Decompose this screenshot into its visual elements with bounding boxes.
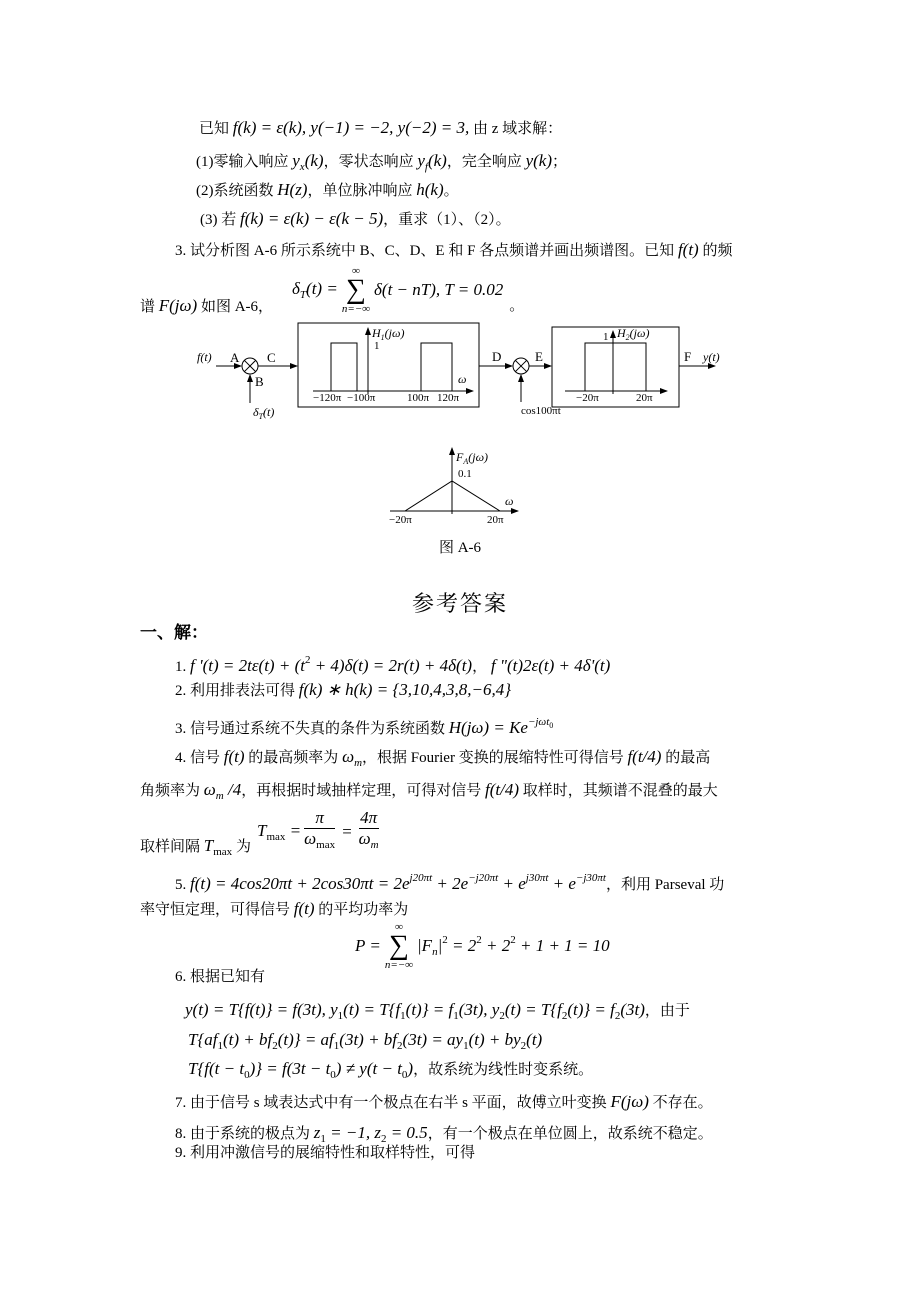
math-run: (k) — [427, 151, 447, 170]
math-subscript: 2 — [561, 1010, 568, 1022]
math-run: f(t) = 4cos20πt + 2cos30πt = 2e — [190, 874, 410, 893]
math-run: = 0.5 — [386, 1123, 428, 1142]
math-run: y(t) = T{f(t)} = f(3t), y — [185, 1000, 338, 1019]
fraction-denominator — [304, 830, 335, 854]
math-run: y(k) — [525, 151, 552, 170]
math-subscript: 1 — [463, 1040, 469, 1052]
math-run: T — [257, 820, 267, 840]
math-subscript: 1 — [400, 1010, 406, 1022]
math-run: ω — [304, 829, 317, 848]
text-run: 3. 试分析图 A-6 所示系统中 B、C、D、E 和 F 各点频谱并画出频谱图。已知 — [175, 243, 678, 259]
answer-7 — [175, 1092, 713, 1113]
math-subscript: f — [424, 161, 428, 173]
text-run: 4. 信号 — [175, 750, 224, 766]
text-run: ； — [552, 154, 568, 170]
node-a-label: A — [230, 350, 240, 365]
math-run: ω — [342, 747, 355, 766]
summation — [385, 921, 413, 971]
h1-subscript: 1 — [380, 333, 385, 342]
math-subscript: 1 — [320, 1133, 326, 1145]
math-subscript: max — [213, 846, 233, 858]
math-run: (k) — [304, 151, 324, 170]
text-run: ， — [472, 659, 491, 675]
math-superscript: 2 — [304, 654, 311, 666]
math-run: (t) = T{f — [504, 1000, 562, 1019]
answer-3 — [175, 712, 553, 739]
answer-5-line-1 — [175, 868, 724, 895]
text-run: ，重求（1）、（2）。 — [383, 212, 511, 228]
text-run: ，根据 Fourier 变换的展缩特性可得信号 — [362, 750, 628, 766]
math-run: (3t), y — [458, 1000, 500, 1019]
math-subscript: x — [299, 161, 305, 173]
math-run: ) ≠ y(t − t — [335, 1059, 402, 1078]
text-run: 已知 — [199, 121, 233, 137]
math-run: f '(t) = 2tε(t) + (t — [190, 656, 305, 675]
multiplier-2 — [513, 358, 529, 374]
math-run: = — [285, 820, 302, 840]
math-run: ω — [358, 829, 371, 848]
math-run: )} = f(3t − t — [249, 1059, 331, 1078]
h2-tick-label: 20π — [636, 392, 653, 404]
math-superscript: 2 — [510, 934, 516, 946]
text-run: 为 — [232, 839, 251, 855]
math-run: y — [417, 151, 425, 170]
figure-caption: 图 A-6 — [438, 540, 482, 556]
answer-9 — [175, 1143, 475, 1163]
h2-label — [616, 326, 649, 342]
math-run: (3t) — [620, 1000, 645, 1019]
sum-lower-limit: n=−∞ — [341, 303, 370, 315]
math-subscript: m — [354, 757, 363, 769]
answer-6-line-2 — [185, 1000, 690, 1026]
spectrum-tick-label: −20π — [389, 514, 412, 526]
answer-4-line-2 — [140, 780, 718, 806]
math-run: T — [203, 836, 214, 855]
math-run: | — [437, 936, 443, 955]
text-run: 的频 — [698, 243, 733, 259]
math-run: f "(t)2ε(t) + 4δ'(t) — [490, 656, 611, 675]
spectrum-omega-label: ω — [505, 494, 514, 508]
text-run: 5. — [175, 877, 190, 893]
math-run: T{af — [188, 1030, 218, 1049]
math-subscript: 2 — [272, 1040, 278, 1052]
sampler-subscript: T — [258, 412, 264, 421]
math-subscript: 1 — [337, 1010, 344, 1022]
text-run: ，利用 Parseval 功 — [605, 877, 725, 893]
h2-tick-label: −20π — [576, 392, 599, 404]
h1-argument: (jω) — [384, 326, 405, 340]
math-run: (t) — [526, 1030, 543, 1049]
multiplier-1 — [242, 358, 258, 374]
math-run: H(z) — [277, 180, 308, 199]
output-label: y(t) — [703, 350, 720, 364]
text-run: 角频率为 — [140, 783, 204, 799]
math-subscript: max — [266, 830, 286, 843]
math-run: F(jω) — [158, 296, 198, 315]
math-superscript: j30πt — [525, 872, 549, 884]
h1-tick-label: 100π — [407, 392, 430, 404]
h2-gain-label: 1 — [603, 331, 609, 343]
text-run: 由 z 域求解： — [469, 121, 563, 137]
math-run: /4 — [223, 780, 242, 799]
math-run: f(k) ∗ h(k) = {3,10,4,3,8,−6,4} — [298, 680, 512, 699]
math-run: T{f(t − t — [188, 1059, 245, 1078]
spectrum-subscript: A — [463, 457, 469, 466]
math-superscript: j20πt — [409, 872, 433, 884]
answer-6-line-1 — [175, 967, 265, 987]
sum-upper-limit: ∞ — [394, 921, 403, 933]
math-run: = −1, z — [325, 1123, 381, 1142]
math-subscript: 1 — [333, 1040, 340, 1052]
math-run: + 1 + 1 = 10 — [515, 936, 610, 955]
math-run: (t) + by — [468, 1030, 521, 1049]
spectrum-symbol: F — [456, 450, 464, 464]
math-run: f(k) = ε(k) − ε(k − 5) — [240, 209, 384, 228]
h1-omega-label: ω — [458, 372, 467, 386]
math-subscript: m — [370, 839, 379, 851]
math-subscript: T — [299, 289, 307, 301]
filter-h2-box — [552, 327, 679, 407]
text-run: ，单位脉冲响应 — [307, 183, 417, 199]
input-label: f(t) — [197, 350, 212, 364]
math-run: f(t/4) — [627, 747, 662, 766]
math-run: f(t) — [677, 240, 699, 259]
section-heading: 一、解： — [140, 623, 208, 642]
math-run: + e — [498, 874, 526, 893]
text-run: ，由于 — [644, 1003, 690, 1019]
answer-6-line-3 — [188, 1030, 542, 1056]
sampler-symbol: δ — [253, 405, 259, 419]
math-run: + e — [548, 874, 576, 893]
spectrum-tick-label: 20π — [487, 514, 504, 526]
math-run: |F — [417, 936, 433, 955]
text-run: (1)零输入响应 — [196, 154, 293, 170]
math-run: f(t) — [293, 899, 315, 918]
sum-symbol: ∑ — [388, 930, 409, 961]
text-run: 谱 — [140, 299, 159, 315]
text-run: ，有一个极点在单位圆上，故系统不稳定。 — [427, 1126, 713, 1142]
math-subscript: 0 — [330, 1069, 336, 1081]
average-power-formula — [355, 921, 610, 971]
answer-6-line-4 — [188, 1059, 593, 1085]
math-run: (t) = T{f — [343, 1000, 401, 1019]
math-superscript-subscript: 0 — [549, 721, 554, 730]
math-run: (t) + bf — [222, 1030, 273, 1049]
carrier-label: cos100πt — [521, 405, 561, 417]
h1-tick-label: −100π — [347, 392, 376, 404]
math-run: ) — [407, 1059, 414, 1078]
text-run: 不存在。 — [648, 1095, 713, 1111]
math-subscript: 2 — [397, 1040, 403, 1052]
h1-right-passband — [421, 343, 452, 391]
answers-heading: 参考答案 — [411, 591, 508, 616]
formula-lhs: P = — [355, 936, 381, 955]
text-run: 取样间隔 — [140, 839, 204, 855]
math-run: f(k) = ε(k), y(−1) = −2, y(−2) = 3, — [232, 118, 470, 137]
text-run: 率守恒定理，可得信号 — [140, 902, 294, 918]
math-run: f(t) — [223, 747, 245, 766]
math-run: H(jω) = Ke — [448, 718, 528, 737]
node-f-label: F — [684, 349, 692, 364]
math-run: δ — [292, 279, 300, 298]
h2-passband — [585, 343, 646, 391]
node-b-label: B — [255, 374, 264, 389]
math-superscript: 2 — [442, 934, 448, 946]
h1-symbol: H — [372, 326, 381, 340]
h1-tick-label: −120π — [313, 392, 342, 404]
fraction-denominator — [359, 830, 379, 854]
formula-rhs — [417, 934, 610, 958]
node-e-label: E — [535, 349, 543, 364]
text-run: 2. 利用排表法可得 — [175, 683, 299, 699]
math-run: (t)} = f — [405, 1000, 454, 1019]
h1-tick-label: 120π — [437, 392, 460, 404]
text-run: ，零状态响应 — [323, 154, 418, 170]
sum-symbol: ∑ — [345, 274, 366, 305]
text-run: 。 — [443, 183, 459, 199]
answer-4-line-1 — [175, 747, 710, 773]
spectrum-labels — [389, 450, 513, 526]
max-sampling-interval-formula — [257, 809, 382, 854]
math-subscript: 1 — [217, 1040, 223, 1052]
text-run: 的最高 — [661, 750, 711, 766]
math-subscript: 2 — [499, 1010, 505, 1022]
math-run: y — [292, 151, 300, 170]
sum-lower-limit: n=−∞ — [384, 959, 413, 971]
math-run: (3t) = ay — [402, 1030, 464, 1049]
spectrum-argument: (jω) — [468, 450, 489, 464]
math-subscript: max — [316, 839, 336, 851]
text-run: 如图 A-6， — [197, 299, 274, 315]
text-run: 取样时，其频谱不混叠的最大 — [518, 783, 718, 799]
spectrum-peak-label: 0.1 — [458, 468, 472, 480]
math-run: ω — [203, 780, 216, 799]
math-subscript: n — [432, 946, 438, 958]
h2-argument: (jω) — [629, 326, 650, 340]
math-subscript: 2 — [380, 1133, 387, 1145]
math-run: + 2 — [481, 936, 511, 955]
math-run: + 2e — [432, 874, 469, 893]
math-run: (3t) + bf — [339, 1030, 398, 1049]
text-run: 的平均功率为 — [314, 902, 409, 918]
answer-2 — [175, 680, 511, 701]
text-run: 1. — [175, 659, 190, 675]
sentence-period: 。 — [509, 298, 525, 314]
spectrum-label — [455, 450, 488, 466]
math-subscript: 0 — [244, 1069, 250, 1081]
math-run: (t)} = f — [567, 1000, 615, 1019]
math-run: = 2 — [447, 936, 477, 955]
fraction-numerator: π — [315, 808, 324, 827]
text-run: ，故系统为线性时变系统。 — [413, 1062, 594, 1078]
answer-4-line-3 — [140, 836, 251, 862]
math-superscript: −jωt — [527, 716, 550, 728]
answer-5-line-2 — [140, 899, 408, 920]
sampler-label — [253, 405, 274, 421]
math-run: δ(t − nT), T = 0.02 — [374, 280, 504, 299]
h2-symbol: H — [617, 326, 626, 340]
answer-1 — [175, 650, 610, 677]
text-run: 3. 信号通过系统不失真的条件为系统函数 — [175, 721, 449, 737]
node-c-label: C — [267, 350, 276, 365]
math-run: (t)} = af — [277, 1030, 334, 1049]
h1-gain-label: 1 — [374, 340, 380, 352]
h1-left-passband — [331, 343, 357, 391]
math-superscript: 2 — [476, 934, 482, 946]
text-run: ，完全响应 — [446, 154, 526, 170]
h2-subscript: 2 — [625, 333, 630, 342]
text-run: 7. 由于信号 s 域表达式中有一个极点在右半 s 平面，故傅立叶变换 — [175, 1095, 611, 1111]
math-run: + 4)δ(t) = 2r(t) + 4δ(t) — [310, 656, 473, 675]
equals-sign: = — [341, 821, 353, 841]
spectrum-plot — [390, 448, 518, 514]
node-d-label: D — [492, 349, 502, 364]
math-run: F(jω) — [610, 1092, 649, 1111]
math-run: f(t/4) — [484, 780, 519, 799]
fraction — [304, 809, 335, 854]
math-superscript: −j20πt — [468, 872, 499, 884]
math-subscript: 0 — [401, 1069, 408, 1081]
math-run: h(k) — [416, 180, 444, 199]
fraction-numerator: 4π — [360, 808, 378, 827]
math-subscript: 2 — [614, 1010, 621, 1022]
text-run: 6. 根据已知有 — [175, 969, 266, 985]
text-run: 8. 由于系统的极点为 — [175, 1126, 314, 1142]
math-subscript: m — [215, 790, 224, 802]
math-run: z — [313, 1123, 321, 1142]
text-run: 9. 利用冲激信号的展缩特性和取样特性，可得 — [175, 1145, 476, 1161]
math-subscript: 2 — [520, 1040, 527, 1052]
sampler-argument: (t) — [263, 405, 275, 419]
math-run: (t) = — [306, 279, 338, 298]
math-superscript: −j30πt — [575, 872, 606, 884]
math-subscript: 1 — [453, 1010, 459, 1022]
text-run: 的最高频率为 — [244, 750, 343, 766]
sum-upper-limit: ∞ — [351, 265, 360, 277]
text-run: (3) 若 — [200, 212, 240, 228]
fraction — [359, 809, 379, 854]
formula-lhs — [257, 821, 301, 843]
text-run: ，再根据时域抽样定理，可得对信号 — [241, 783, 485, 799]
text-run: (2)系统函数 — [196, 183, 278, 199]
